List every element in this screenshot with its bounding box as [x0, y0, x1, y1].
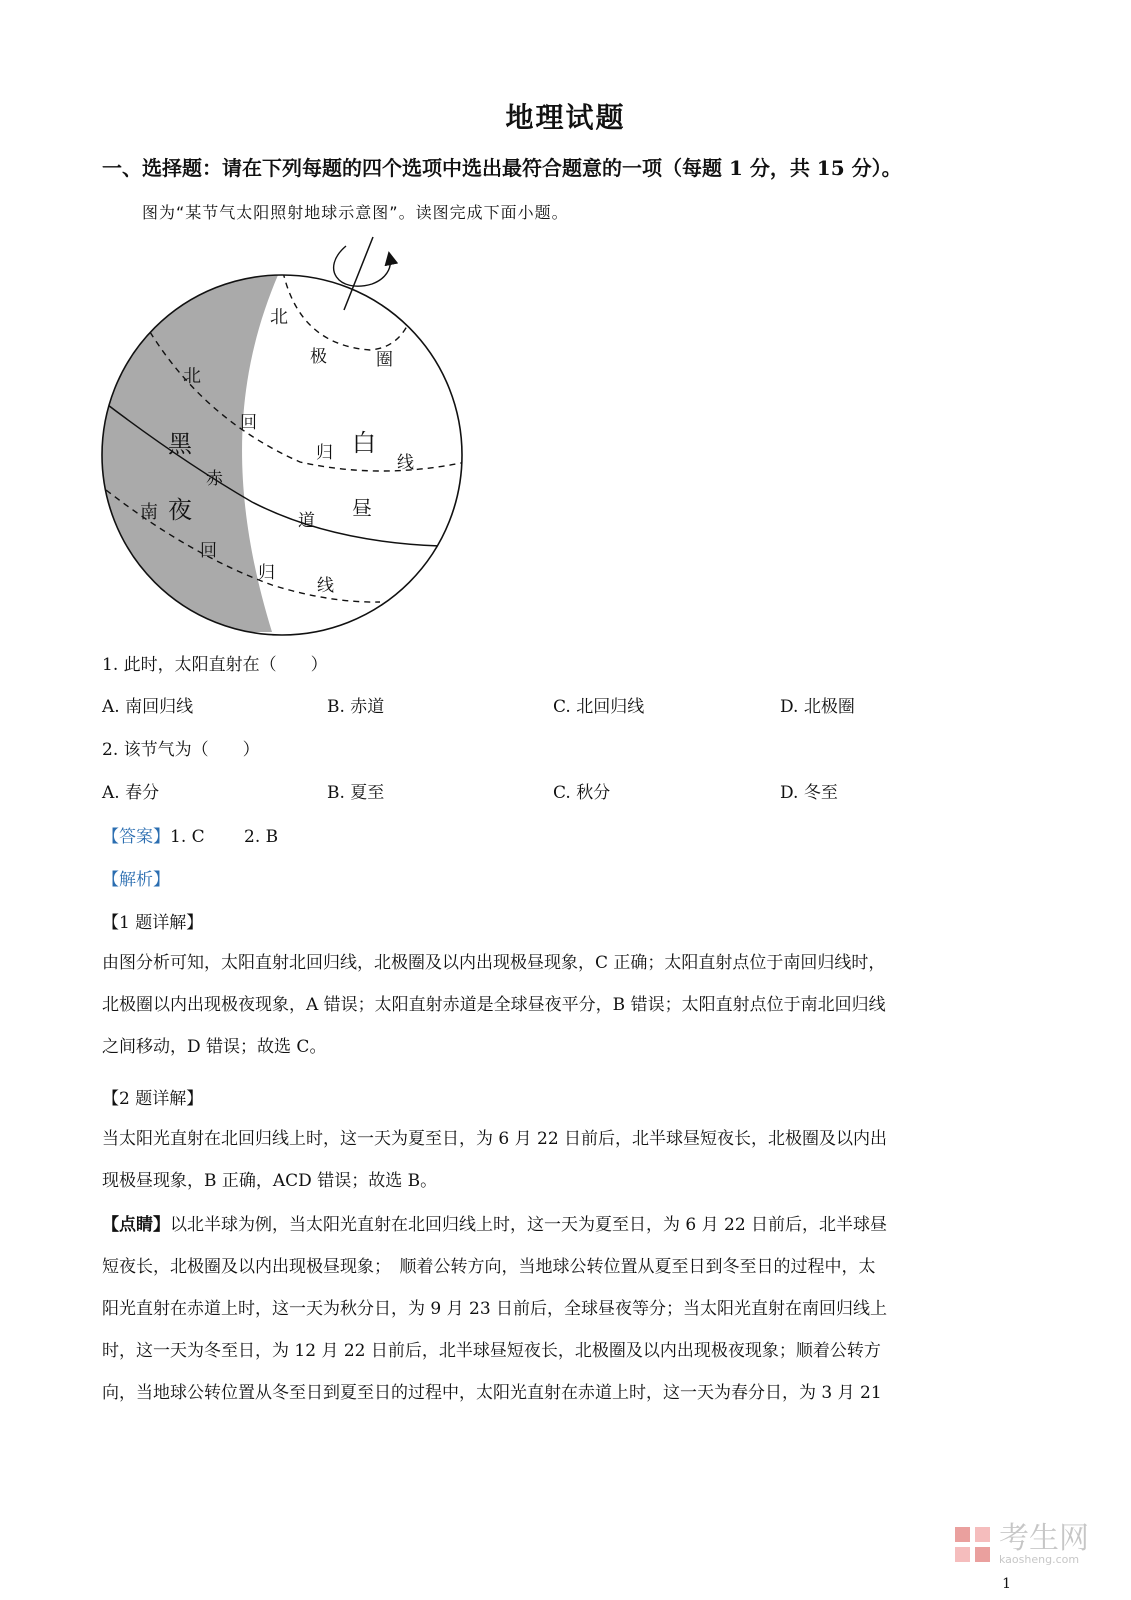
tip-first-line	[102, 1204, 1022, 1246]
question-1-option-d: D. 北极圈	[780, 697, 855, 717]
tip-first-text: 以北半球为例，当太阳光直射在北回归线上时，这一天为夏至日，为 6 月 22 日前后，北半球昼	[170, 1215, 888, 1235]
label-dao: 道	[298, 511, 315, 531]
question-2-option-d: D. 冬至	[780, 783, 838, 803]
globe-figure	[96, 228, 476, 648]
label-hui-bottom: 回	[200, 541, 217, 561]
label-bai: 白	[352, 429, 376, 457]
label-gui-bottom: 归	[258, 563, 275, 583]
answer-label: 【答案】	[102, 827, 170, 847]
detail-1-body	[102, 942, 1022, 1068]
detail-1-heading: 【1 题详解】	[102, 913, 204, 933]
label-bei-left: 北	[183, 366, 201, 387]
label-chi: 赤	[206, 469, 223, 489]
question-2-stem: 2. 该节气为（ ）	[102, 740, 260, 760]
tip-line: 短夜长，北极圈及以内出现极昼现象； 顺着公转方向，当地球公转位置从夏至日到冬至日的过程中，太	[102, 1257, 876, 1277]
earth-axis-line	[344, 237, 373, 310]
figure-intro: 图为“某节气太阳照射地球示意图”。读图完成下面小题。	[142, 203, 569, 222]
label-nan: 南	[140, 502, 158, 523]
analysis-label: 【解析】	[102, 870, 170, 890]
question-2-option-c: C. 秋分	[553, 783, 611, 803]
question-1-option-a: A. 南回归线	[102, 697, 194, 717]
detail-1-line: 由图分析可知，太阳直射北回归线，北极圈及以内出现极昼现象，C 正确；太阳直射点位于南回归线时，	[102, 953, 886, 973]
tip-body	[102, 1204, 1022, 1414]
label-quan: 圈	[376, 350, 393, 370]
question-2-option-b: B. 夏至	[327, 783, 385, 803]
section-heading: 一、选择题：请在下列每题的四个选项中选出最符合题意的一项（每题 1 分，共 15 分）。	[102, 156, 902, 180]
label-hei: 黑	[168, 430, 192, 458]
page-title: 地理试题	[505, 101, 626, 134]
detail-2-body	[102, 1118, 1022, 1202]
label-xian-top: 线	[397, 453, 414, 473]
label-zhou: 昼	[352, 496, 372, 520]
kaosheng-logo-icon	[953, 1525, 993, 1565]
question-1-stem: 1. 此时，太阳直射在（ ）	[102, 655, 328, 675]
answer-block	[102, 822, 278, 847]
question-1-option-b: B. 赤道	[327, 697, 385, 717]
answer-value: 1. C 2. B	[170, 827, 279, 847]
tip-line: 向，当地球公转位置从冬至日到夏至日的过程中，太阳光直射在赤道上时，这一天为春分日，为 3 月 21	[102, 1383, 882, 1403]
label-gui-top: 归	[316, 443, 333, 463]
detail-1-line: 北极圈以内出现极夜现象，A 错误；太阳直射赤道是全球昼夜平分，B 错误；太阳直射点位于南北回归线	[102, 995, 886, 1015]
tip-line: 阳光直射在赤道上时，这一天为秋分日，为 9 月 23 日前后，全球昼夜等分；当太阳光直射在南回归线上	[102, 1299, 888, 1319]
tip-label: 【点睛】	[102, 1215, 170, 1235]
label-hui-top: 回	[240, 413, 257, 433]
question-2-option-a: A. 春分	[102, 783, 160, 803]
detail-2-heading: 【2 题详解】	[102, 1089, 204, 1109]
watermark-text: 考生网	[999, 1521, 1089, 1556]
label-xian-bottom: 线	[317, 576, 334, 596]
label-ji: 极	[310, 347, 327, 367]
page-number: 1	[1002, 1576, 1011, 1592]
detail-2-line: 当太阳光直射在北回归线上时，这一天为夏至日，为 6 月 22 日前后，北半球昼短夜长，北极圈及以内出	[102, 1129, 888, 1149]
detail-1-line: 之间移动，D 错误；故选 C。	[102, 1037, 327, 1057]
question-1-option-c: C. 北回归线	[553, 697, 645, 717]
watermark-sub: kaosheng.com	[999, 1553, 1080, 1566]
label-bei-top: 北	[270, 307, 288, 328]
label-ye: 夜	[168, 496, 192, 524]
kaosheng-watermark	[953, 1521, 1089, 1566]
detail-2-line: 现极昼现象，B 正确，ACD 错误；故选 B。	[102, 1171, 438, 1191]
tip-line: 时，这一天为冬至日，为 12 月 22 日前后，北半球昼短夜长，北极圈及以内出现极夜现象；顺着公转方	[102, 1341, 881, 1361]
